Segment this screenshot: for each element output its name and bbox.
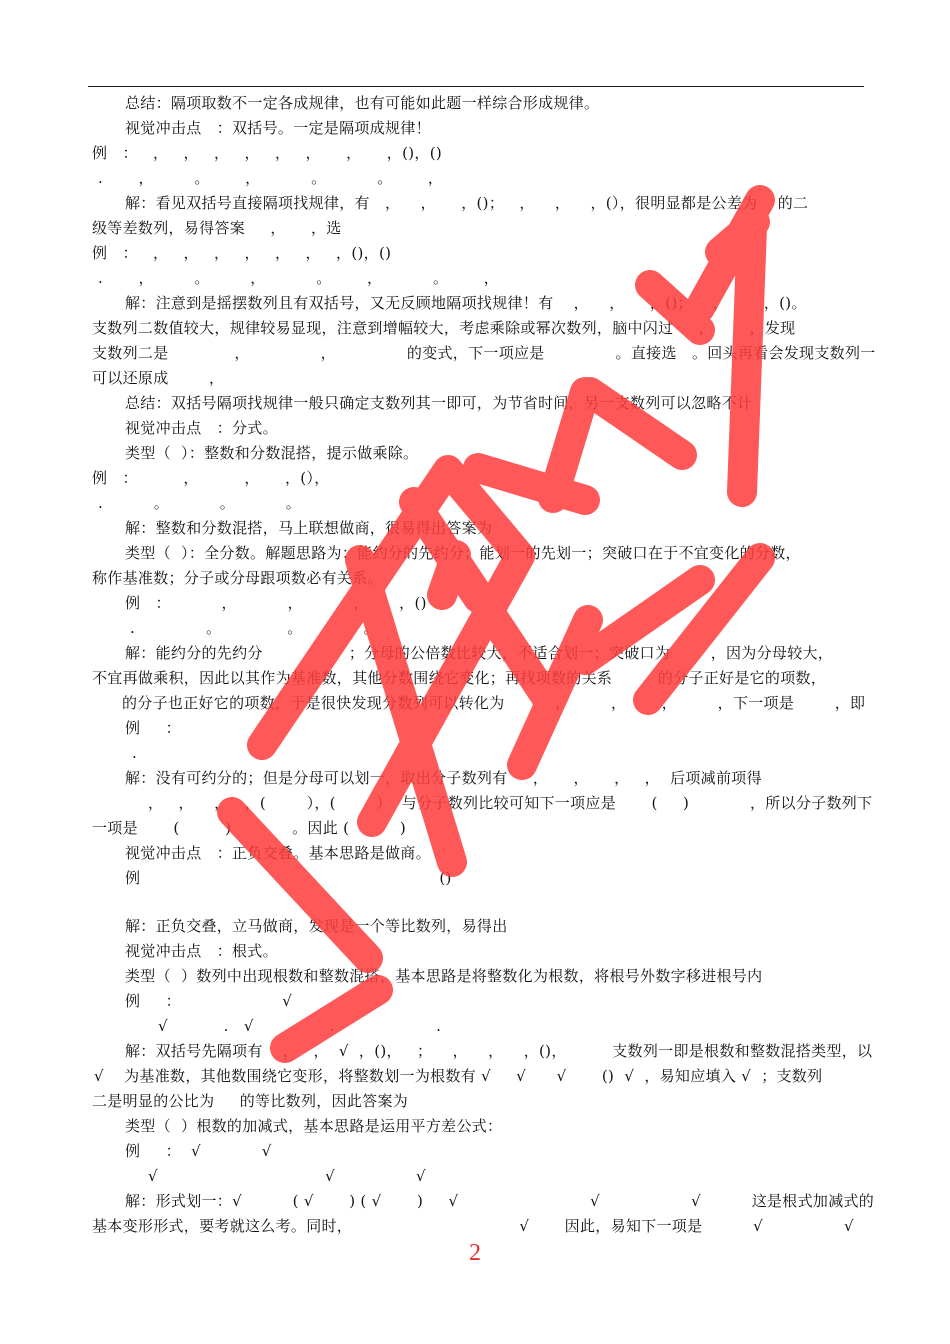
header-rule xyxy=(88,86,864,87)
text-line: . xyxy=(132,744,138,762)
text-line: 类型（ ）：全分数。解题思路为：能约分的先约分；能划一的先划一；突破口在于不宜变化的分数， xyxy=(125,544,801,562)
text-line: 基本变形形式，要考就这么考。同时， √ 因此，易知下一项是 √ √ xyxy=(92,1217,854,1235)
text-line: √ 为基准数，其他数围绕它变形，将整数划一为根数有 √ √ √ () √ ，易知应填入 √ ；支数列 xyxy=(94,1067,823,1085)
text-line: 的分子也正好它的项数，于是很快发现分数列可以转化为 ， ， ， ，下一项是 ，即 xyxy=(122,694,866,712)
text-line: 解：整数和分数混搭，马上联想做商，很易得出答案为 xyxy=(125,519,493,537)
text-line: 例 ： √ √ xyxy=(125,1142,272,1160)
text-line: 解：能约分的先约分 ；分母的公倍数比较大，不适合划一；突破口为 ，因为分母较大， xyxy=(125,644,834,662)
text-line: 一项是 ( ) 。因此 ( ) xyxy=(92,819,407,837)
text-line: 级等差数列，易得答案 ， ，选 xyxy=(92,219,342,237)
text-line: 例 ： ， ， ， ， ， ， ，()，() xyxy=(92,244,392,262)
text-line: 视觉冲击点 ：正负交叠。基本思路是做商。 xyxy=(125,844,431,862)
text-line: 解：正负交叠，立马做商，发现是一个等比数列，易得出 xyxy=(125,917,508,935)
text-line: 总结：隔项取数不一定各成规律，也有可能如此题一样综合形成规律。 xyxy=(125,94,600,112)
text-line: √ . √ . . xyxy=(158,1017,442,1035)
text-line: 解：看见双括号直接隔项找规律，有 ， ， ，()； ， ， ，(），很明显都是公差为 的二 xyxy=(125,194,809,212)
text-line: 解：没有可约分的；但是分母可以划一，取出分子数列有 ， ， ， ， 后项减前项得 xyxy=(125,769,762,787)
text-line: 例 ： xyxy=(125,719,181,737)
text-line: 称作基准数；分子或分母跟项数必有关系。 xyxy=(92,569,383,587)
text-line: . ， 。 ， 。 。 ， xyxy=(98,169,444,187)
text-line: 例 () xyxy=(125,869,452,887)
text-line: ， ， ， ，( ），( ） 与分子数列比较可知下一项应是 ( ) ，所以分子数列下 xyxy=(148,794,873,812)
text-line: 类型（ ）：整数和分数混搭，提示做乘除。 xyxy=(125,444,419,462)
text-line: 例 ： √ xyxy=(125,992,293,1010)
text-line: . ， 。 ， 。 ， 。 ， xyxy=(98,269,500,287)
text-line: 支数列二是 ， ， 的变式，下一项应是 。直接选 。回头再看会发现支数列一 xyxy=(92,344,876,362)
text-line: 解：双括号先隔项有 ， ， √ ，()， ； ， ， ，()， 支数列一即是根数和整数混搭类型，以 xyxy=(125,1042,873,1060)
text-line: . 。 。 。 xyxy=(130,619,379,637)
text-line: 解：注意到是摇摆数列且有双括号，又无反顾地隔项找规律！有 ， ， ，()； ， ，()。 xyxy=(125,294,807,312)
text-line: 可以还原成 ， xyxy=(92,369,225,387)
text-line: 例 ： ， ， ， ， ， ， ， ，()，() xyxy=(92,144,443,162)
text-line: 解：形式划一：√ ( √ ) ( √ ) √ √ √ 这是根式加减式的 xyxy=(125,1192,875,1210)
text-line: 视觉冲击点 ：分式。 xyxy=(125,419,278,437)
text-line: 例 ： ， ， ， ，() xyxy=(125,594,427,612)
text-line: 例 ： ， ， ，(）， xyxy=(92,469,330,487)
text-line: . 。 。 。 xyxy=(98,494,302,512)
text-line: 视觉冲击点 ：双括号。一定是隔项成规律！ xyxy=(125,119,431,137)
text-line: 支数列二数值较大，规律较易显现，注意到增幅较大，考虑乘除或幂次数列，脑中闪过 ， ，发现 xyxy=(92,319,796,337)
text-line: 类型（ ）根数的加减式，基本思路是运用平方差公式： xyxy=(125,1117,503,1135)
text-line: 视觉冲击点 ：根式。 xyxy=(125,942,278,960)
text-line: 总结：双括号隔项找规律一般只确定支数列其一即可，为节省时间，另一支数列可以忽略不计 xyxy=(125,394,753,412)
text-line: √ √ √ xyxy=(148,1167,426,1185)
text-line: 二是明显的公比为 的等比数列，因此答案为 xyxy=(92,1092,409,1110)
text-line: 类型（ ）数列中出现根数和整数混搭，基本思路是将整数化为根数，将根号外数字移进根号内 xyxy=(125,967,763,985)
page-number: 2 xyxy=(469,1240,481,1266)
text-line: 不宜再做乘积，因此以其作为基准数，其他分数围绕它变化；再找项数的关系 的分子正好是它的项数， xyxy=(92,669,827,687)
